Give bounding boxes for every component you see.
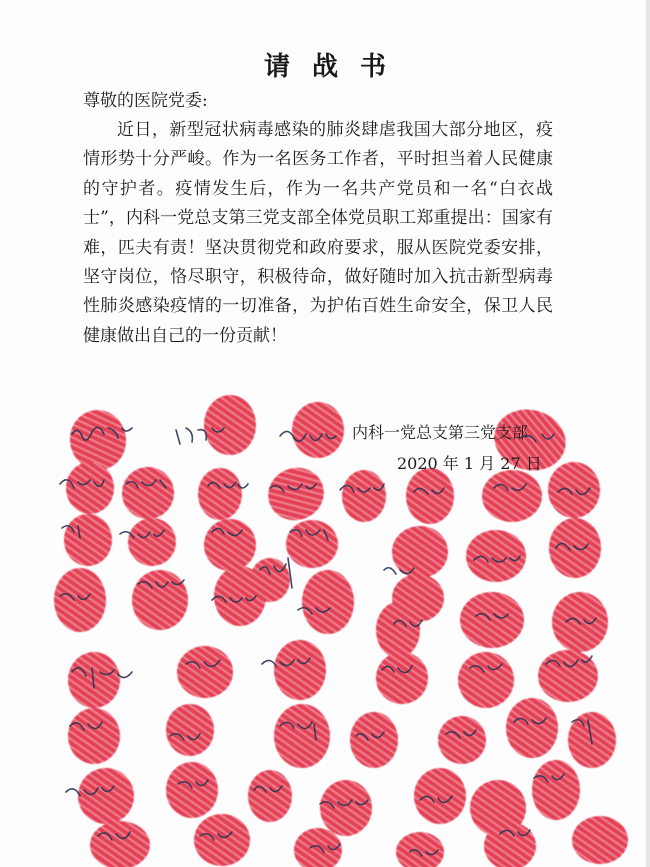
fingerprint [90,821,150,867]
signature-organization: 内科一党总支第三党支部 [352,423,529,442]
fingerprint [274,704,330,768]
fingerprint [68,652,120,708]
fingerprint [198,468,242,520]
fingerprint [350,712,398,768]
fingerprint [482,470,542,522]
fingerprint [396,832,444,867]
fingerprint [532,760,580,820]
fingerprint [248,770,292,822]
signature-date: 2020 年 1 月 27 日 [397,454,542,473]
fingerprint [538,650,598,702]
fingerprint [204,395,256,455]
fingerprint [460,592,524,648]
fingerprint [376,652,428,704]
fingerprint [302,570,354,634]
fingerprint [286,520,338,568]
fingerprint [548,462,600,518]
fingerprint [166,704,214,756]
fingerprint [78,768,134,824]
fingerprint [458,652,514,708]
fingerprint [438,716,486,764]
letter-body: 近日，新型冠状病毒感染的肺炎肆虐我国大部分地区，疫情形势十分严峻。作为一名医务工作者，平时担当着人民健康的守护者。疫情发生后，作为一名共产党员和一名“白衣战士”，内科一党总支第三党支部全体党员职工郑重提出：国家有难，匹夫有责！坚决贯彻党和政府要求，服从医院党委安排，坚守岗位，恪尽职守，积极待命，做好随时加入抗击新型病毒性肺炎感染疫情的一切准备，为护佑百姓生命安全，保卫人民健康做出自己的一份贡献！ [83,120,553,346]
fingerprint [166,762,218,818]
fingerprint [132,570,188,630]
fingerprint [294,828,342,867]
fingerprint [64,514,112,566]
fingerprint [552,592,608,652]
fingerprint [506,698,558,758]
fingerprint [204,519,256,571]
fingerprint [128,518,176,566]
document-title: 请战书 [263,52,408,82]
fingerprint [568,712,616,768]
fingerprint [68,708,120,764]
fingerprint [292,402,344,458]
fingerprint [376,602,420,658]
fingerprint [392,526,448,578]
fingerprint [274,640,326,700]
fingerprint [342,470,386,522]
fingerprint [549,518,601,578]
salutation: 尊敬的医院党委: [83,91,208,111]
fingerprint [122,467,174,519]
fingerprint [194,814,250,866]
fingerprint [250,558,290,602]
fingerprint [320,780,372,836]
fingerprint [54,568,106,632]
fingerprint [414,768,466,824]
fingerprint [177,646,233,698]
fingerprint [466,530,526,582]
fingerprint [572,816,628,864]
fingerprint [406,468,454,524]
fingerprint [66,462,114,514]
fingerprint [261,460,331,528]
